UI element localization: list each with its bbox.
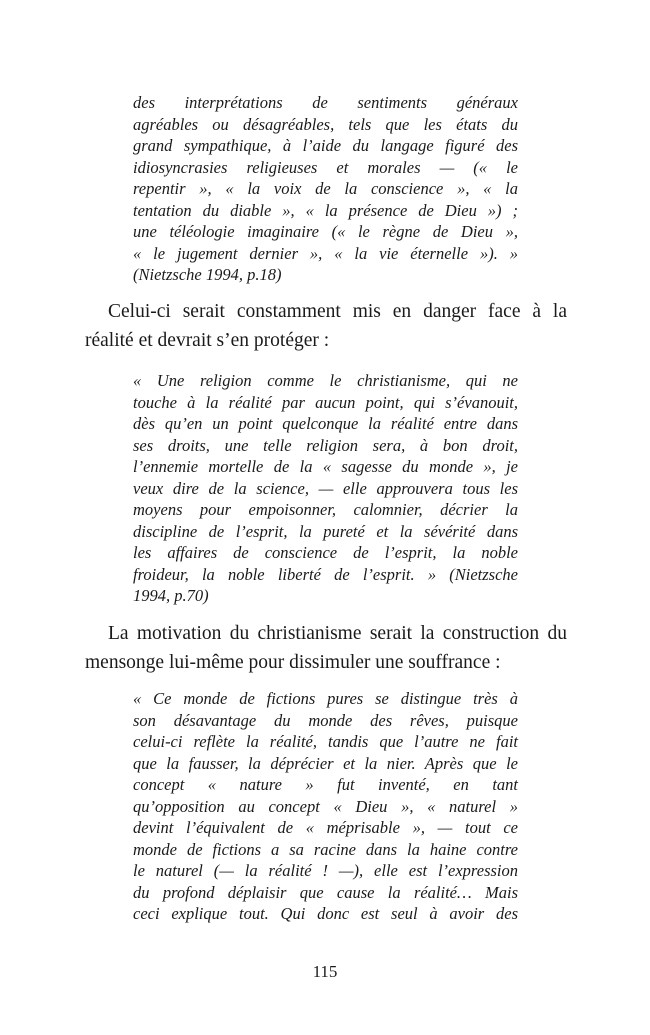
quote-line: idiosyncrasies religieuses et morales — (« le	[133, 157, 518, 177]
quote-line: froideur, la noble liberté de l’esprit. » (Nietzsche	[133, 564, 518, 584]
paragraph-line: réalité et devrait s’en protéger :	[85, 330, 330, 351]
quote-line: ses droits, une telle religion sera, à bon droit,	[133, 435, 518, 455]
quote-line: monde de fictions a sa racine dans la haine contre	[133, 839, 518, 859]
body-paragraph-1	[85, 297, 567, 355]
quote-line: repentir », « la voix de la conscience », « la	[133, 179, 518, 198]
quote-line: agréables ou désagréables, tels que les états du	[133, 114, 518, 134]
quote-line: « Une religion comme le christianisme, qui ne	[133, 371, 518, 390]
quote-line: « le jugement dernier », « la vie éternelle »). »	[133, 243, 518, 263]
paragraph-line: La motivation du christianisme serait la construction du	[108, 623, 567, 644]
body-paragraph-2	[85, 619, 567, 677]
paragraph-line: mensonge lui-même pour dissimuler une souffrance :	[85, 652, 501, 673]
quote-line: celui-ci reflète la réalité, tandis que l’autre ne fait	[133, 732, 518, 751]
quote-line: du profond déplaisir que cause la réalité… Mais	[133, 882, 518, 902]
quote-line: veux dire de la science, — elle approuvera tous les	[133, 478, 518, 498]
quote-line: que la fausser, la déprécier et la nier. Après que le	[133, 753, 518, 773]
quote-line: qu’opposition au concept « Dieu », « naturel »	[133, 796, 518, 816]
quote-line: une téléologie imaginaire (« le règne de Dieu »,	[133, 222, 518, 241]
quote-line: le naturel (— la réalité ! —), elle est l’expression	[133, 861, 518, 880]
block-quote-1	[133, 92, 518, 286]
quote-line: son désavantage du monde des rêves, puisque	[133, 710, 518, 730]
block-quote-2	[133, 370, 518, 607]
quote-line: discipline de l’esprit, la pureté et la sévérité dans	[133, 521, 518, 541]
paragraph-line: Celui-ci serait constamment mis en danger face à la	[108, 301, 567, 322]
quote-line: les affaires de conscience de l’esprit, la noble	[133, 543, 518, 562]
block-quote-3	[133, 688, 518, 925]
quote-line: 1994, p.70)	[133, 586, 209, 605]
quote-line: (Nietzsche 1994, p.18)	[133, 265, 282, 284]
quote-line: dès qu’en un point quelconque la réalité entre dans	[133, 414, 518, 433]
quote-line: moyens pour empoisonner, calomnier, décrier la	[133, 500, 518, 519]
quote-line: touche à la réalité par aucun point, qui s’évanouit,	[133, 392, 518, 412]
quote-line: grand sympathique, à l’aide du langage figuré des	[133, 136, 518, 155]
page-number: 115	[312, 962, 338, 981]
quote-line: tentation du diable », « la présence de Dieu ») ;	[133, 200, 518, 220]
quote-line: « Ce monde de fictions pures se distingue très à	[133, 689, 518, 708]
quote-line: des interprétations de sentiments généraux	[133, 93, 518, 112]
quote-line: concept « nature » fut inventé, en tant	[133, 775, 518, 794]
quote-line: l’ennemie mortelle de la « sagesse du monde », je	[133, 457, 518, 476]
quote-line: devint l’équivalent de « méprisable », — tout ce	[133, 818, 518, 837]
quote-line: ceci explique tout. Qui donc est seul à avoir des	[133, 904, 518, 923]
